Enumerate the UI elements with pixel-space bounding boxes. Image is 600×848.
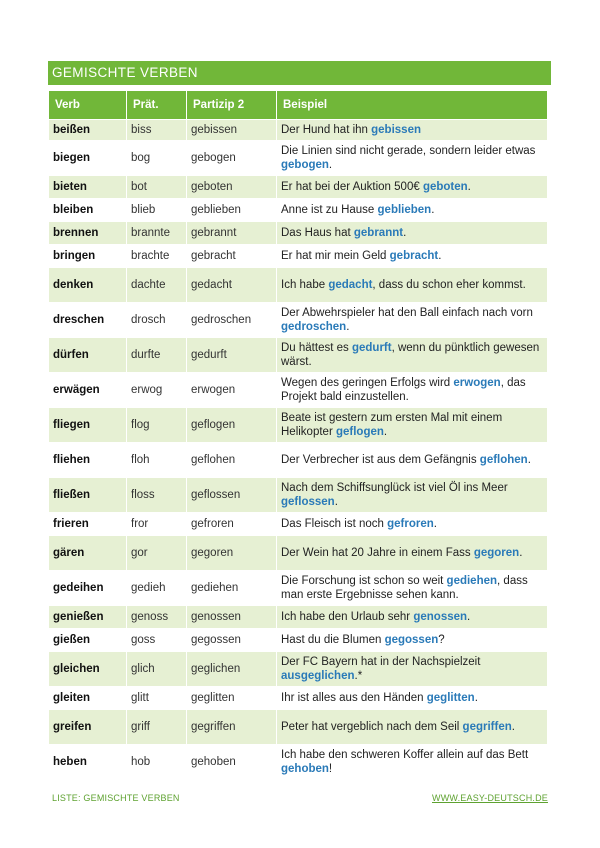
example-text: Anne ist zu Hause [281,204,378,216]
example-highlight: erwogen [453,377,501,389]
example-highlight: geglitten [426,692,475,704]
praeteritum-cell: blieb [127,199,187,222]
footer-list-label: LISTE: GEMISCHTE VERBEN [52,793,180,803]
example-text-end: . [527,454,531,466]
verb-table [48,90,548,780]
section-banner: GEMISCHTE VERBEN [48,61,551,85]
example-text: Der Verbrecher ist aus dem Gefängnis [281,454,480,466]
example-cell [277,687,548,710]
example-text: Ich habe den schweren Koffer allein auf das Bett [281,749,529,761]
table-row [49,571,548,606]
table-row [49,443,548,478]
example-highlight: gegriffen [462,721,512,733]
verb-cell: fließen [49,478,127,513]
table-row [49,536,548,571]
table-row [49,245,548,268]
example-text-end: . [334,496,338,508]
partizip-cell: gegossen [187,629,277,652]
example-text-end: . [519,547,523,559]
example-cell [277,268,548,303]
header-verb: Verb [49,91,127,120]
example-highlight: gehoben [281,763,329,775]
verb-cell: gleiten [49,687,127,710]
partizip-cell: gebissen [187,120,277,141]
example-cell [277,513,548,536]
example-cell [277,571,548,606]
example-text: Wegen des geringen Erfolgs wird [281,377,454,389]
example-text: Das Fleisch ist noch [281,518,388,530]
example-cell [277,338,548,373]
table-row [49,478,548,513]
example-text: Die Linien sind nicht gerade, sondern leider etwas [281,145,536,157]
partizip-cell: gedurft [187,338,277,373]
partizip-cell: erwogen [187,373,277,408]
example-text-end: . [474,692,478,704]
partizip-cell: gedacht [187,268,277,303]
example-text-end: . [383,426,388,438]
praeteritum-cell: brachte [127,245,187,268]
example-highlight: geblieben [377,204,432,216]
table-row [49,513,548,536]
example-highlight: gebissen [371,124,421,136]
example-cell [277,120,548,141]
praeteritum-cell: gor [127,536,187,571]
example-highlight: gebracht [389,250,439,262]
example-text: Die Forschung ist schon so weit [281,575,447,587]
example-text: Ihr ist alles aus den Händen [281,692,427,704]
example-text-end: .* [354,670,363,682]
praeteritum-cell: bot [127,176,187,199]
partizip-cell: gebrannt [187,222,277,245]
example-cell [277,652,548,687]
example-text: Der FC Bayern hat in der Nachspielzeit [281,656,481,668]
table-row [49,687,548,710]
example-text: Er hat bei der Auktion 500€ [281,181,423,193]
praeteritum-cell: bog [127,141,187,176]
verb-cell: dürfen [49,338,127,373]
praeteritum-cell: griff [127,710,187,745]
praeteritum-cell: hob [127,745,187,780]
verb-cell: gießen [49,629,127,652]
verb-cell: gedeihen [49,571,127,606]
example-highlight: gebogen [281,159,329,171]
table-row [49,199,548,222]
verb-cell: beißen [49,120,127,141]
table-row [49,120,548,141]
partizip-cell: genossen [187,606,277,629]
praeteritum-cell: goss [127,629,187,652]
partizip-cell: gehoben [187,745,277,780]
example-cell [277,745,548,780]
example-highlight: genossen [413,611,468,623]
praeteritum-cell: drosch [127,303,187,338]
table-row [49,745,548,780]
example-highlight: geflohen [479,454,528,466]
example-text-end: . [467,611,471,623]
example-text-end: ! [328,763,333,775]
example-text-end: , wenn du pünktlich gewesen wärst. [281,342,540,368]
example-cell [277,478,548,513]
verb-cell: gleichen [49,652,127,687]
verb-cell: gären [49,536,127,571]
table-row [49,268,548,303]
partizip-cell: gedroschen [187,303,277,338]
header-partizip: Partizip 2 [187,91,277,120]
example-text-end: . [346,321,350,333]
example-text: Hast du die Blumen [281,634,385,646]
table-row [49,710,548,745]
example-highlight: geflossen [281,496,335,508]
example-text-end: . [467,181,471,193]
example-text: Du hättest es [281,342,352,354]
table-row [49,338,548,373]
example-text-end: . [438,250,442,262]
table-row [49,141,548,176]
table-row [49,373,548,408]
table-header-row [49,91,548,120]
verb-cell: fliehen [49,443,127,478]
footer-website-link[interactable]: WWW.EASY-DEUTSCH.DE [432,793,548,803]
example-highlight: ausgeglichen [281,670,355,682]
praeteritum-cell: gedieh [127,571,187,606]
praeteritum-cell: biss [127,120,187,141]
table-row [49,222,548,245]
partizip-cell: geflohen [187,443,277,478]
partizip-cell: geblieben [187,199,277,222]
praeteritum-cell: genoss [127,606,187,629]
table-row [49,176,548,199]
partizip-cell: geglichen [187,652,277,687]
example-text: Peter hat vergeblich nach dem Seil [281,721,463,733]
example-text-end: . [431,204,435,216]
example-highlight: gefroren [387,518,434,530]
praeteritum-cell: brannte [127,222,187,245]
example-text: Der Hund hat ihn [281,124,372,136]
praeteritum-cell: glitt [127,687,187,710]
example-text-end: , dass du schon eher kommst. [372,279,526,291]
example-cell [277,629,548,652]
praeteritum-cell: floss [127,478,187,513]
verb-cell: denken [49,268,127,303]
verb-cell: bringen [49,245,127,268]
example-cell [277,245,548,268]
verb-cell: heben [49,745,127,780]
example-text: Der Wein hat 20 Jahre in einem Fass [281,547,474,559]
example-cell [277,199,548,222]
table-row [49,606,548,629]
example-highlight: gedroschen [281,321,347,333]
table-row [49,303,548,338]
example-cell [277,141,548,176]
partizip-cell: geboten [187,176,277,199]
example-text: Beate ist gestern zum ersten Mal mit einem Helikopter [281,412,503,438]
partizip-cell: gefroren [187,513,277,536]
example-text-end: . [328,159,333,171]
example-highlight: geboten [422,181,468,193]
verb-cell: bieten [49,176,127,199]
example-cell [277,303,548,338]
example-highlight: gediehen [446,575,498,587]
partizip-cell: gebracht [187,245,277,268]
verb-cell: bleiben [49,199,127,222]
example-highlight: gebrannt [353,227,404,239]
partizip-cell: geflossen [187,478,277,513]
verb-cell: dreschen [49,303,127,338]
header-praeteritum: Prät. [127,91,187,120]
example-text: Ich habe den Urlaub sehr [281,611,414,623]
verb-cell: greifen [49,710,127,745]
example-text-end: . [511,721,515,733]
verb-cell: genießen [49,606,127,629]
praeteritum-cell: fror [127,513,187,536]
example-highlight: gegoren [473,547,520,559]
partizip-cell: gegriffen [187,710,277,745]
verb-cell: erwägen [49,373,127,408]
example-text: Er hat mir mein Geld [281,250,390,262]
praeteritum-cell: floh [127,443,187,478]
example-cell [277,606,548,629]
verb-cell: frieren [49,513,127,536]
example-text: Nach dem Schiffsunglück ist viel Öl ins Meer [281,482,508,494]
example-text-end: , dass man erste Ergebnisse sehen kann. [281,575,528,601]
praeteritum-cell: dachte [127,268,187,303]
praeteritum-cell: durfte [127,338,187,373]
table-row [49,652,548,687]
header-beispiel: Beispiel [277,91,548,120]
example-highlight: gegossen [384,634,439,646]
example-text-end: . [433,518,437,530]
example-highlight: geflogen [335,426,384,438]
table-row [49,408,548,443]
partizip-cell: geflogen [187,408,277,443]
example-text: Der Abwehrspieler hat den Ball einfach nach vorn [281,307,533,319]
praeteritum-cell: flog [127,408,187,443]
example-text: Das Haus hat [281,227,354,239]
praeteritum-cell: erwog [127,373,187,408]
example-cell [277,222,548,245]
example-highlight: gedurft [351,342,392,354]
verb-cell: biegen [49,141,127,176]
verb-cell: brennen [49,222,127,245]
partizip-cell: gegoren [187,536,277,571]
table-row [49,629,548,652]
partizip-cell: gediehen [187,571,277,606]
example-cell [277,536,548,571]
example-highlight: gedacht [328,279,373,291]
praeteritum-cell: glich [127,652,187,687]
example-text: Ich habe [281,279,329,291]
example-cell [277,373,548,408]
partizip-cell: geglitten [187,687,277,710]
verb-cell: fliegen [49,408,127,443]
example-text-end: , das Projekt bald einzustellen. [281,377,526,403]
example-cell [277,408,548,443]
example-cell [277,443,548,478]
example-cell [277,176,548,199]
example-cell [277,710,548,745]
example-text-end: ? [438,634,445,646]
partizip-cell: gebogen [187,141,277,176]
example-text-end: . [403,227,407,239]
